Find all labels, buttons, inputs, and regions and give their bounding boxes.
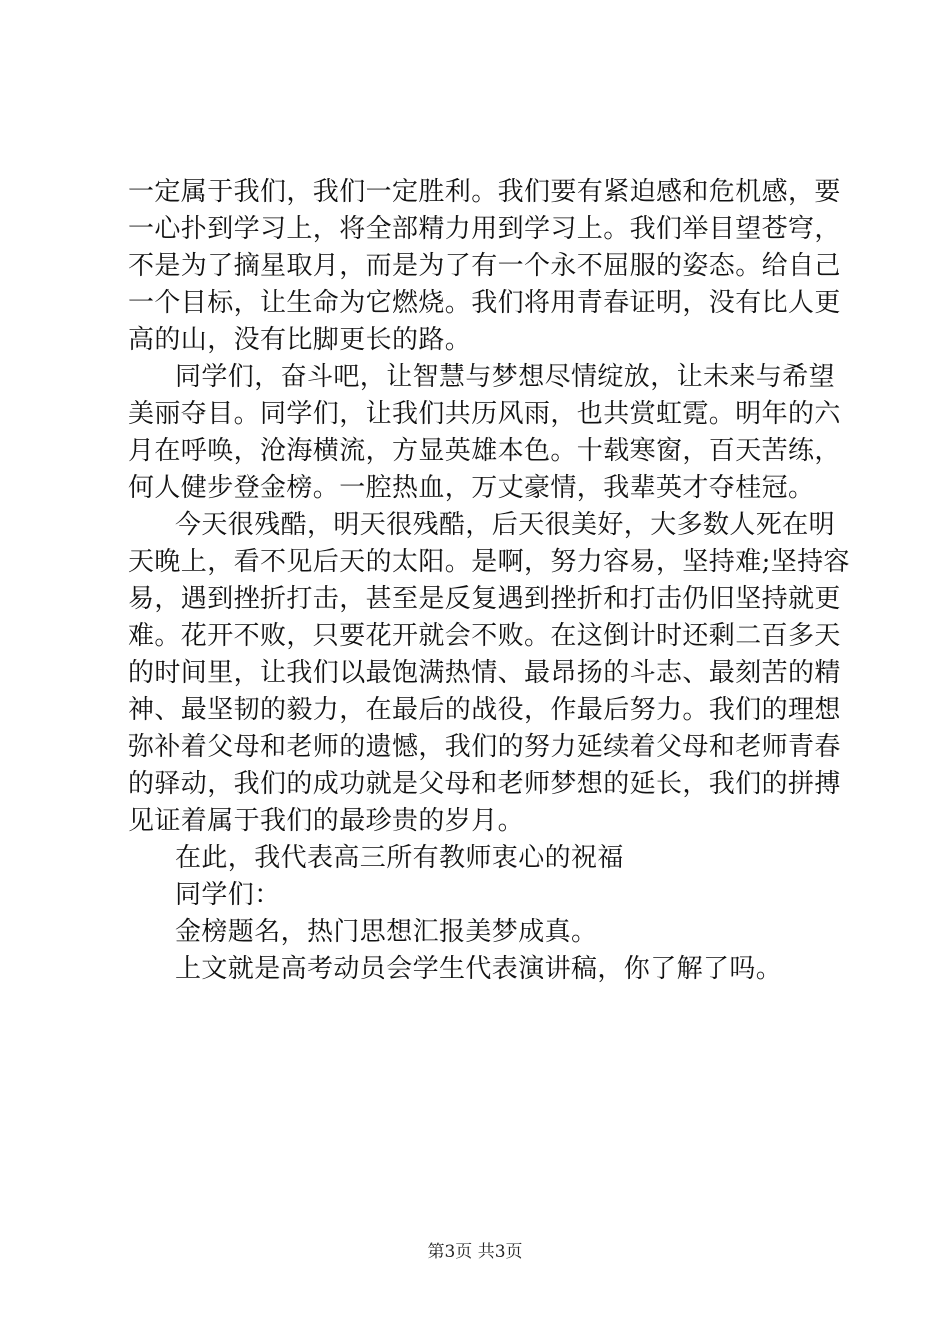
page-number-footer: 第3页 共3页	[427, 1242, 523, 1262]
text-line: 的时间里，让我们以最饱满热情、最昂扬的斗志、最刻苦的精	[128, 658, 841, 688]
text-line: 难。花开不败，只要花开就会不败。在这倒计时还剩二百多天	[128, 621, 841, 651]
text-line: 天晚上，看不见后天的太阳。是啊，努力容易，坚持难;坚持容	[128, 547, 850, 577]
paragraph-start-line: 今天很残酷，明天很残酷，后天很美好，大多数人死在明	[175, 510, 836, 540]
text-line: 高的山，没有比脚更长的路。	[128, 325, 472, 355]
text-line: 何人健步登金榜。一腔热血，万丈豪情，我辈英才夺桂冠。	[128, 473, 815, 503]
text-line: 美丽夺目。同学们，让我们共历风雨，也共赏虹霓。明年的六	[128, 399, 841, 429]
paragraph-start-line: 同学们，奋斗吧，让智慧与梦想尽情绽放，让未来与希望	[175, 362, 836, 392]
text-line: 一定属于我们，我们一定胜利。我们要有紧迫感和危机感，要	[128, 177, 841, 207]
text-line: 不是为了摘星取月，而是为了有一个永不屈服的姿态。给自己	[128, 251, 841, 281]
text-line: 一个目标，让生命为它燃烧。我们将用青春证明，没有比人更	[128, 288, 841, 318]
text-line: 弥补着父母和老师的遗憾，我们的努力延续着父母和老师青春	[128, 732, 841, 762]
text-line: 月在呼唤，沧海横流，方显英雄本色。十载寒窗，百天苦练，	[128, 436, 841, 466]
paragraph-start-line: 上文就是高考动员会学生代表演讲稿，你了解了吗。	[175, 954, 783, 984]
text-line: 一心扑到学习上，将全部精力用到学习上。我们举目望苍穹，	[128, 214, 841, 244]
paragraph-start-line: 在此，我代表高三所有教师衷心的祝福	[175, 843, 624, 873]
text-line: 神、最坚韧的毅力，在最后的战役，作最后努力。我们的理想	[128, 695, 841, 725]
paragraph-start-line: 金榜题名，热门思想汇报美梦成真。	[175, 917, 598, 947]
text-line: 见证着属于我们的最珍贵的岁月。	[128, 806, 525, 836]
text-line: 的驿动，我们的成功就是父母和老师梦想的延长，我们的拼搏	[128, 769, 841, 799]
text-line: 易，遇到挫折打击，甚至是反复遇到挫折和打击仍旧坚持就更	[128, 584, 841, 614]
document-body	[128, 174, 850, 988]
paragraph-start-line: 同学们：	[175, 880, 281, 910]
